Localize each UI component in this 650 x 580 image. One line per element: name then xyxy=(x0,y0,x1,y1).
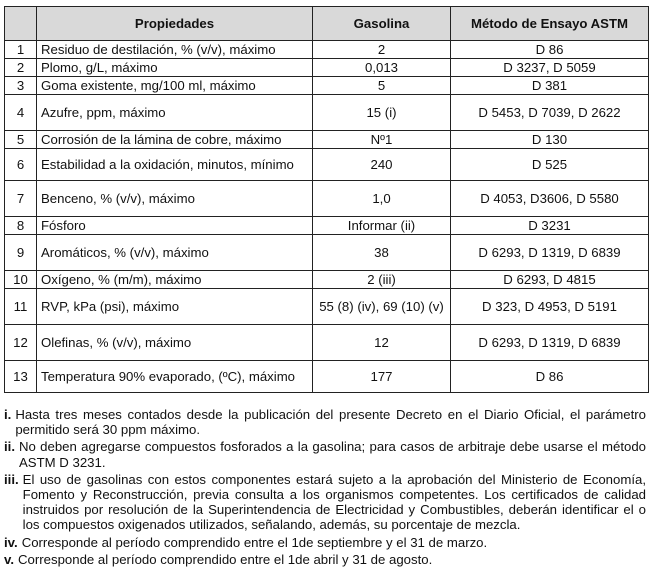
row-number: 3 xyxy=(5,77,37,95)
table-row xyxy=(5,181,649,217)
table-row xyxy=(5,217,649,235)
method-cell: D 5453, D 7039, D 2622 xyxy=(451,95,649,131)
row-number: 12 xyxy=(5,325,37,361)
row-number: 11 xyxy=(5,289,37,325)
footnote-text: Hasta tres meses contados desde la publicación del presente Decreto en el Diario Oficial, el parámetro permitido será 30 ppm máximo. xyxy=(15,407,646,438)
table-row xyxy=(5,289,649,325)
value-cell: 15 (i) xyxy=(313,95,451,131)
table-row xyxy=(5,325,649,361)
method-cell: D 381 xyxy=(451,77,649,95)
value-cell: 12 xyxy=(313,325,451,361)
value-cell: Informar (ii) xyxy=(313,217,451,235)
footnote-marker: i. xyxy=(4,407,12,422)
table-row xyxy=(5,131,649,149)
footnote-text: El uso de gasolinas con estos componentes estará sujeto a la aprobación del Ministerio de Economía, Fomento y Reconstrucción, previa consulta a los organismos competentes. Los certificados de calidad instruidos por resolución de la Superintendencia de Electricidad y Combustibles, deberán identificar el o los compuestos oxigenados utilizados, señalando, además, su porcentaje de mezcla. xyxy=(22,471,646,533)
property-cell: Estabilidad a la oxidación, minutos, mínimo xyxy=(37,149,313,181)
row-number: 7 xyxy=(5,181,37,217)
property-cell: Corrosión de la lámina de cobre, máximo xyxy=(37,131,313,149)
property-cell: Aromáticos, % (v/v), máximo xyxy=(37,235,313,271)
footnotes xyxy=(4,407,646,569)
table-row xyxy=(5,59,649,77)
table-row xyxy=(5,361,649,393)
property-cell: Goma existente, mg/100 ml, máximo xyxy=(37,77,313,95)
value-cell: 1,0 xyxy=(313,181,451,217)
property-cell: Temperatura 90% evaporado, (ºC), máximo xyxy=(37,361,313,393)
row-number: 10 xyxy=(5,271,37,289)
value-cell: 55 (8) (iv), 69 (10) (v) xyxy=(313,289,451,325)
value-cell: 38 xyxy=(313,235,451,271)
row-number: 5 xyxy=(5,131,37,149)
table-header-row xyxy=(5,7,649,41)
table-row xyxy=(5,149,649,181)
method-cell: D 323, D 4953, D 5191 xyxy=(451,289,649,325)
footnote xyxy=(4,552,646,567)
method-cell: D 3231 xyxy=(451,217,649,235)
footnote-text: Corresponde al período comprendido entre el 1de septiembre y el 31 de marzo. xyxy=(21,534,488,550)
footnote xyxy=(4,439,646,469)
table-row xyxy=(5,271,649,289)
property-cell: Benceno, % (v/v), máximo xyxy=(37,181,313,217)
footnote xyxy=(4,472,646,533)
row-number: 2 xyxy=(5,59,37,77)
property-cell: RVP, kPa (psi), máximo xyxy=(37,289,313,325)
footnote xyxy=(4,407,646,437)
footnote-text: Corresponde al período comprendido entre el 1de abril y 31 de agosto. xyxy=(18,551,433,567)
value-cell: Nº1 xyxy=(313,131,451,149)
property-cell: Fósforo xyxy=(37,217,313,235)
header-value: Gasolina xyxy=(313,7,451,41)
table-row xyxy=(5,77,649,95)
property-cell: Plomo, g/L, máximo xyxy=(37,59,313,77)
method-cell: D 6293, D 1319, D 6839 xyxy=(451,325,649,361)
row-number: 8 xyxy=(5,217,37,235)
method-cell: D 86 xyxy=(451,41,649,59)
value-cell: 177 xyxy=(313,361,451,393)
method-cell: D 6293, D 4815 xyxy=(451,271,649,289)
table-row xyxy=(5,235,649,271)
footnote-marker: ii. xyxy=(4,439,15,455)
value-cell: 2 (iii) xyxy=(313,271,451,289)
property-cell: Residuo de destilación, % (v/v), máximo xyxy=(37,41,313,59)
value-cell: 2 xyxy=(313,41,451,59)
row-number: 9 xyxy=(5,235,37,271)
row-number: 13 xyxy=(5,361,37,393)
row-number: 1 xyxy=(5,41,37,59)
footnote-marker: iv. xyxy=(4,534,18,550)
method-cell: D 6293, D 1319, D 6839 xyxy=(451,235,649,271)
method-cell: D 130 xyxy=(451,131,649,149)
footnote xyxy=(4,535,646,550)
footnote-marker: iii. xyxy=(4,471,19,487)
property-cell: Olefinas, % (v/v), máximo xyxy=(37,325,313,361)
property-cell: Oxígeno, % (m/m), máximo xyxy=(37,271,313,289)
gasoline-spec-table xyxy=(4,6,649,393)
value-cell: 0,013 xyxy=(313,59,451,77)
footnote-text: No deben agregarse compuestos fosforados a la gasolina; para casos de arbitraje debe usarse el método ASTM D 3231. xyxy=(19,439,646,470)
table-row xyxy=(5,41,649,59)
table-row xyxy=(5,95,649,131)
header-property: Propiedades xyxy=(37,7,313,41)
header-method: Método de Ensayo ASTM xyxy=(451,7,649,41)
header-num xyxy=(5,7,37,41)
method-cell: D 86 xyxy=(451,361,649,393)
property-cell: Azufre, ppm, máximo xyxy=(37,95,313,131)
row-number: 4 xyxy=(5,95,37,131)
method-cell: D 3237, D 5059 xyxy=(451,59,649,77)
footnote-marker: v. xyxy=(4,551,15,567)
value-cell: 5 xyxy=(313,77,451,95)
row-number: 6 xyxy=(5,149,37,181)
value-cell: 240 xyxy=(313,149,451,181)
method-cell: D 4053, D3606, D 5580 xyxy=(451,181,649,217)
method-cell: D 525 xyxy=(451,149,649,181)
